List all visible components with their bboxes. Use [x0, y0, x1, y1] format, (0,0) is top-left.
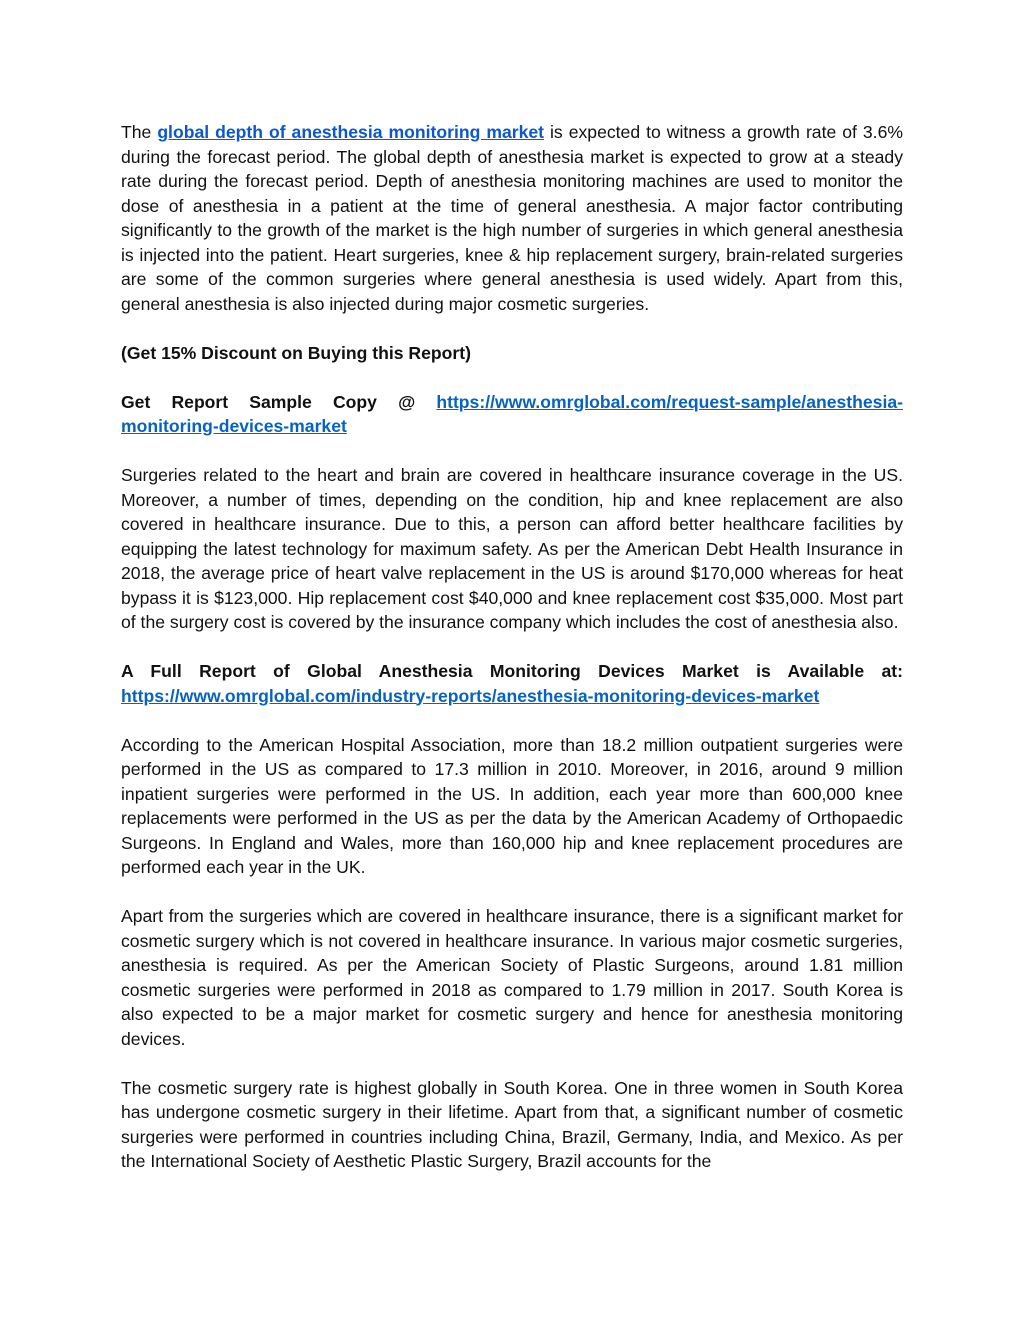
aha-paragraph: According to the American Hospital Association, more than 18.2 million outpatient surgeries were performed in the US as compared to 17.3 million in 2010. Moreover, in 2016, around 9 million inpatient surgeries were performed in the US. In addition, each year more than 600,000 knee replacements were performed in the US as per the data by the American Academy of Orthopaedic Surgeons. In England and Wales, more than 160,000 hip and knee replacement procedures are performed each year in the UK. — [121, 734, 903, 877]
insurance-paragraph: Surgeries related to the heart and brain are covered in healthcare insurance coverage in the US. Moreover, a number of times, depending on the condition, hip and knee replacement are also covered in healthcare insurance. Due to this, a person can afford better healthcare facilities by equipping the latest technology for maximum safety. As per the American Debt Health Insurance in 2018, the average price of heart valve replacement in the US is around $170,000 whereas for heat bypass it is $123,000. Hip replacement cost $40,000 and knee replacement cost $35,000. Most part of the surgery cost is covered by the insurance company which includes the cost of anesthesia also. — [121, 465, 903, 632]
intro-lead: The — [121, 122, 158, 142]
cosmetic-paragraph: Apart from the surgeries which are covered in healthcare insurance, there is a significant market for cosmetic surgery which is not covered in healthcare insurance. In various major cosmetic surgeries, anesthesia is required. As per the American Society of Plastic Surgeons, around 1.81 million cosmetic surgeries were performed in 2018 as compared to 1.79 million in 2017. South Korea is also expected to be a major market for cosmetic surgery and hence for anesthesia monitoring devices. — [121, 906, 903, 1049]
intro-paragraph — [121, 120, 903, 316]
document-body — [121, 120, 903, 1198]
discount-note: (Get 15% Discount on Buying this Report) — [121, 342, 471, 363]
sample-copy-label: Get Report Sample Copy @ — [121, 391, 437, 412]
market-link[interactable]: global depth of anesthesia monitoring market — [157, 122, 545, 142]
sample-copy-link[interactable]: https://www.omrglobal.com/request-sample/anesthesia-monitoring-devices-market — [121, 391, 903, 436]
sample-copy-line — [121, 390, 903, 439]
intro-rest: is expected to witness a growth rate of 3.6% during the forecast period. The global depth of anesthesia market is expected to grow at a steady rate during the forecast period. Depth of anesthesia monitoring machines are used to monitor the dose of anesthesia in a patient at the time of general anesthesia. A major factor contributing significantly to the growth of the market is the high number of surgeries in which general anesthesia is injected into the patient. Heart surgeries, knee & hip replacement surgery, brain-related surgeries are some of the common surgeries where general anesthesia is used widely. Apart from this, general anesthesia is also injected during major cosmetic surgeries. — [121, 122, 903, 314]
korea-paragraph: The cosmetic surgery rate is highest globally in South Korea. One in three women in South Korea has undergone cosmetic surgery in their lifetime. Apart from that, a significant number of cosmetic surgeries were performed in countries including China, Brazil, Germany, India, and Mexico. As per the International Society of Aesthetic Plastic Surgery, Brazil accounts for the — [121, 1077, 903, 1171]
full-report-link[interactable]: https://www.omrglobal.com/industry-reports/anesthesia-monitoring-devices-market — [121, 685, 820, 706]
full-report-line — [121, 659, 903, 708]
full-report-label: A Full Report of Global Anesthesia Monitoring Devices Market is Available at: — [121, 661, 903, 681]
